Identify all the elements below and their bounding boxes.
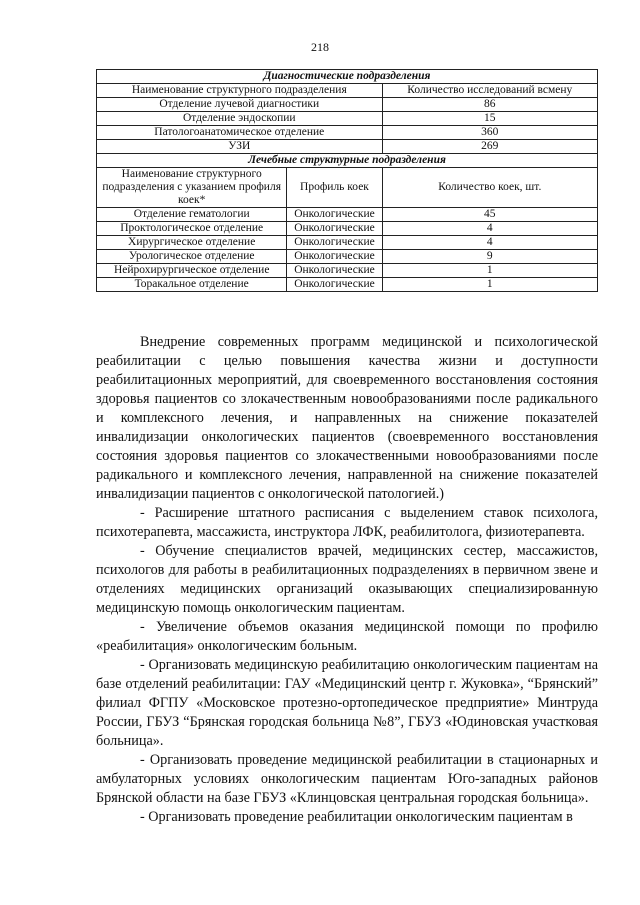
table-cell: 9 bbox=[382, 250, 597, 264]
table-cell: УЗИ bbox=[97, 140, 383, 154]
paragraph: - Обучение специалистов врачей, медицинских сестер, массажистов, психологов для работы в реабилитационных подразделениях в первичном звене и отделениях медицинских организаций оказывающих специализированную медицинскую помощь онкологическим пациентам. bbox=[96, 543, 598, 616]
table-cell: Онкологические bbox=[287, 236, 382, 250]
diagnostic-header-row bbox=[97, 84, 598, 98]
table-cell: Онкологические bbox=[287, 250, 382, 264]
table-cell: Торакальное отделение bbox=[97, 278, 287, 292]
table-row bbox=[97, 126, 598, 140]
table-row bbox=[97, 236, 598, 250]
table-cell: Отделение эндоскопии bbox=[97, 112, 383, 126]
table-cell: 1 bbox=[382, 278, 597, 292]
table-cell: Отделение лучевой диагностики bbox=[97, 98, 383, 112]
paragraph: Внедрение современных программ медицинской и психологической реабилитации с целью повышения качества жизни и доступности реабилитационных мероприятий, для своевременного восстановления состояния здоровья пациентов со злокачественным новообразованиями после радикального и комплексного лечения, и направленных на снижение показателей инвалидизации онкологических пациентов (своевременного восстановления состояния здоровья пациентов со злокачественными новообразованиями после радикального и комплексного лечения, направленной на снижение показателей инвалидизации пациентов с онкологической патологией.) bbox=[96, 334, 598, 502]
table-cell: 4 bbox=[382, 222, 597, 236]
treatment-section-row bbox=[97, 154, 598, 168]
table-cell: Онкологические bbox=[287, 222, 382, 236]
table-cell: Патологоанатомическое отделение bbox=[97, 126, 383, 140]
table-row bbox=[97, 264, 598, 278]
paragraph: - Расширение штатного расписания с выделением ставок психолога, психотерапевта, массажиста, инструктора ЛФК, реабилитолога, физиотерапевта. bbox=[96, 505, 598, 540]
table-row bbox=[97, 98, 598, 112]
diagnostic-section-row bbox=[97, 70, 598, 84]
column-header: Наименование структурного подразделения с указанием профиля коек* bbox=[97, 168, 287, 208]
table-cell: 1 bbox=[382, 264, 597, 278]
table-row bbox=[97, 140, 598, 154]
treatment-header-row bbox=[97, 168, 598, 208]
table-cell: 86 bbox=[382, 98, 597, 112]
table-cell: Проктологическое отделение bbox=[97, 222, 287, 236]
section-title: Лечебные структурные подразделения bbox=[97, 154, 598, 168]
table-row bbox=[97, 222, 598, 236]
column-header: Профиль коек bbox=[287, 168, 382, 208]
page-number: 218 bbox=[311, 40, 329, 54]
paragraph: - Организовать проведение медицинской реабилитации в стационарных и амбулаторных условиях онкологическим пациентам Юго-западных районов Брянской области на базе ГБУЗ «Клинцовская центральная городская больница». bbox=[96, 752, 598, 806]
column-header: Наименование структурного подразделения bbox=[97, 84, 383, 98]
table-cell: Хирургическое отделение bbox=[97, 236, 287, 250]
table-cell: 360 bbox=[382, 126, 597, 140]
table-row bbox=[97, 208, 598, 222]
table-cell: 269 bbox=[382, 140, 597, 154]
table-row bbox=[97, 250, 598, 264]
column-header: Количество коек, шт. bbox=[382, 168, 597, 208]
paragraph: - Организовать медицинскую реабилитацию онкологическим пациентам на базе отделений реабилитации: ГАУ «Медицинский центр г. Жуковка», “Брянский” филиал ФГПУ «Московское протезно-ортопедическое предприятие» Минтруда России, ГБУЗ “Брянская городская больница №8”, ГБУЗ «Юдиновская участковая больница». bbox=[96, 657, 598, 749]
table-row bbox=[97, 278, 598, 292]
departments-table bbox=[96, 69, 598, 292]
table-cell: Нейрохирургическое отделение bbox=[97, 264, 287, 278]
table-cell: Онкологические bbox=[287, 208, 382, 222]
table-cell: Онкологические bbox=[287, 264, 382, 278]
table-row bbox=[97, 112, 598, 126]
table-cell: 15 bbox=[382, 112, 597, 126]
paragraph: - Увеличение объемов оказания медицинской помощи по профилю «реабилитация» онкологическим больным. bbox=[96, 619, 598, 654]
column-header: Количество исследований всмену bbox=[382, 84, 597, 98]
table-cell: 4 bbox=[382, 236, 597, 250]
section-title: Диагностические подразделения bbox=[97, 70, 598, 84]
body-text bbox=[96, 333, 598, 827]
table-cell: Отделение гематологии bbox=[97, 208, 287, 222]
table-cell: 45 bbox=[382, 208, 597, 222]
table-cell: Урологическое отделение bbox=[97, 250, 287, 264]
table-cell: Онкологические bbox=[287, 278, 382, 292]
paragraph: - Организовать проведение реабилитации онкологическим пациентам в bbox=[140, 809, 573, 825]
